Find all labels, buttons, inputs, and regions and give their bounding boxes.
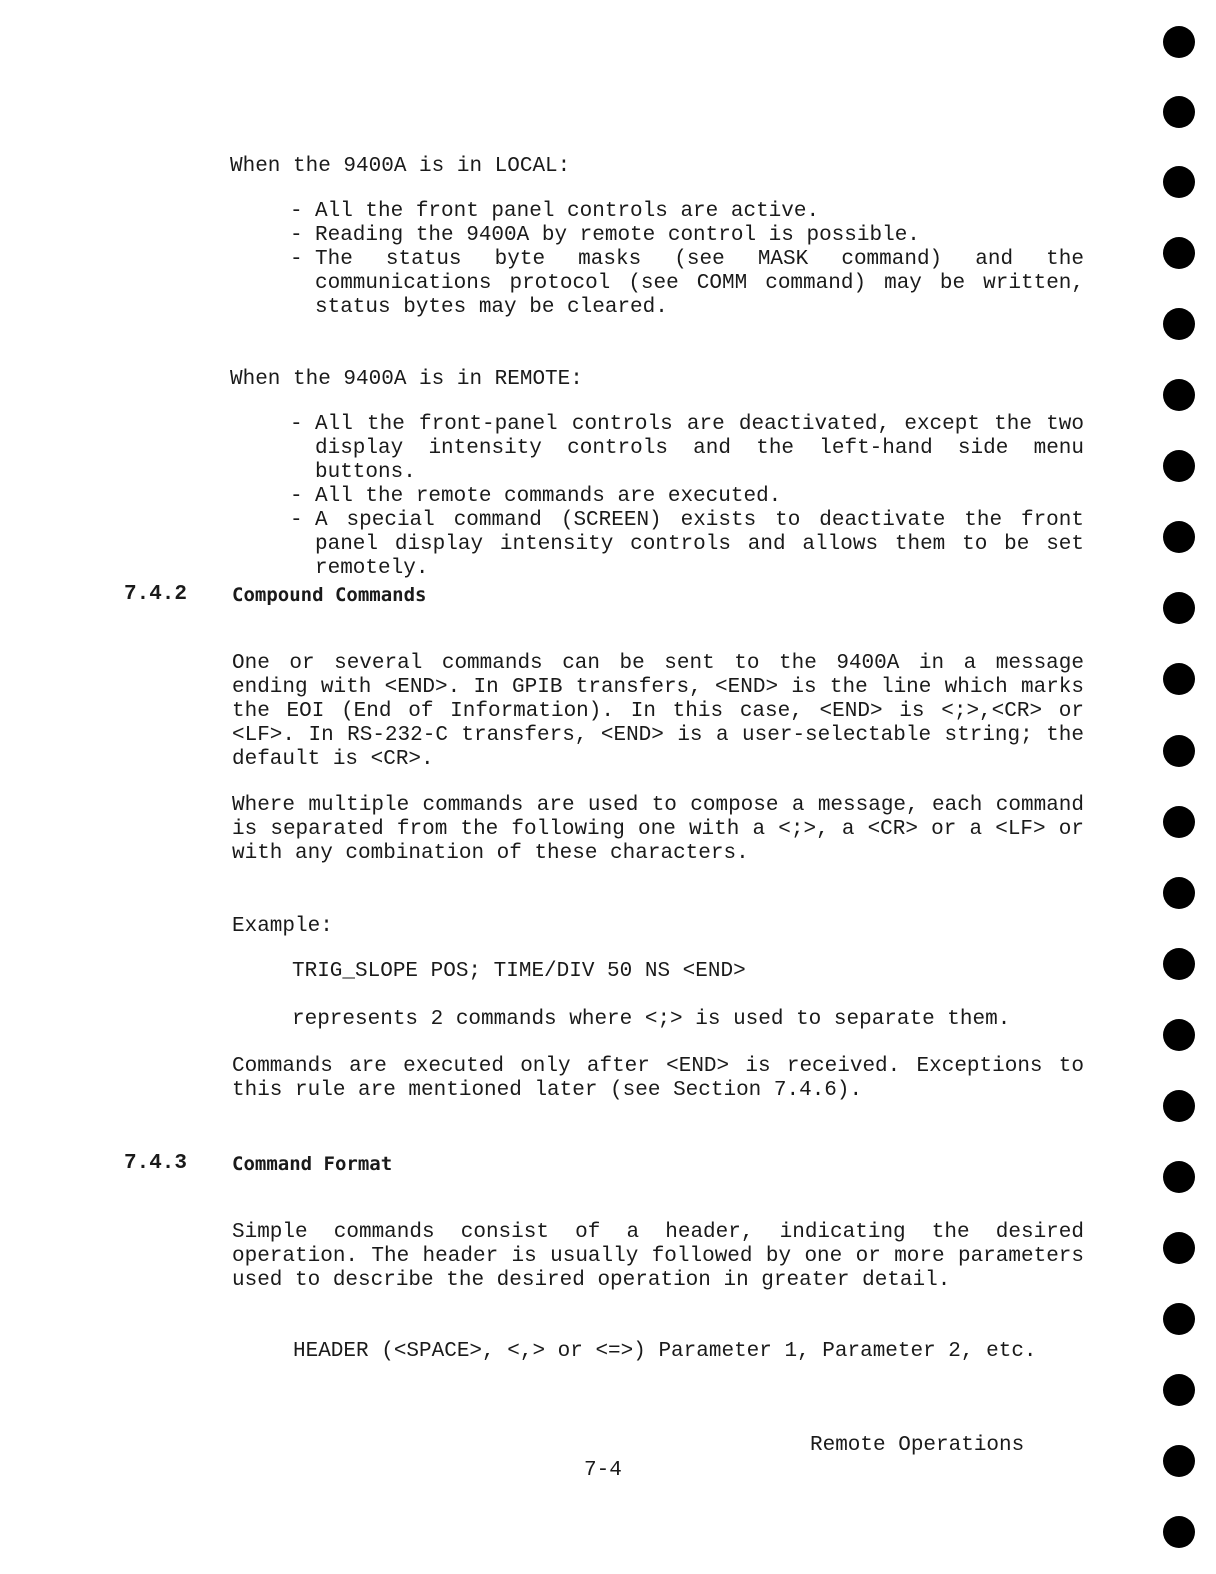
list-item: - All the front-panel controls are deactivated, except the two display intensity controls and the left-hand side menu buttons.: [290, 413, 1084, 485]
local-list: [290, 200, 1084, 320]
punch-hole: [1163, 96, 1195, 128]
paragraph: Simple commands consist of a header, indicating the desired operation. The header is usually followed by one or more parameters used to describe the desired operation in greater detail.: [232, 1221, 1084, 1292]
syntax-line: HEADER (<SPACE>, <,> or <=>) Parameter 1, Parameter 2, etc.: [293, 1340, 1037, 1363]
paragraph: Commands are executed only after <END> is received. Exceptions to this rule are mentioned later (see Section 7.4.6).: [232, 1055, 1084, 1102]
punch-hole: [1163, 450, 1195, 482]
punch-hole: [1163, 948, 1195, 980]
list-item: - All the front panel controls are active.: [290, 200, 1084, 224]
remote-heading: When the 9400A is in REMOTE:: [230, 368, 583, 391]
local-heading: When the 9400A is in LOCAL:: [230, 155, 571, 178]
footer-section-name: Remote Operations: [810, 1434, 1025, 1457]
list-item: - The status byte masks (see MASK command) and the communications protocol (see COMM command) may be written, status bytes may be cleared.: [290, 248, 1084, 320]
punch-hole: [1163, 1516, 1195, 1548]
punch-hole: [1163, 166, 1195, 198]
punch-hole: [1163, 735, 1195, 767]
punch-hole: [1163, 877, 1195, 909]
punch-hole: [1163, 1232, 1195, 1264]
punch-hole: [1163, 1303, 1195, 1335]
punch-hole: [1163, 26, 1195, 58]
section-number: 7.4.2: [124, 583, 188, 606]
paragraph: One or several commands can be sent to the 9400A in a message ending with <END>. In GPIB transfers, <END> is the line which marks the EOI (End of Information). In this case, <END> is <;>,<CR> or <LF>. In RS-232-C transfers, <END> is a user-selectable string; the default is <CR>.: [232, 652, 1084, 771]
punch-hole: [1163, 308, 1195, 340]
punch-hole: [1163, 1374, 1195, 1406]
page-number: 7-4: [584, 1459, 622, 1482]
section-number: 7.4.3: [124, 1152, 188, 1175]
section-title: Command Format: [232, 1153, 393, 1175]
example-code: TRIG_SLOPE POS; TIME/DIV 50 NS <END>: [292, 960, 746, 983]
example-label: Example:: [232, 915, 333, 938]
punch-hole: [1163, 592, 1195, 624]
paragraph: Where multiple commands are used to compose a message, each command is separated from the following one with a <;>, a <CR> or a <LF> or with any combination of these characters.: [232, 794, 1084, 865]
list-item: - Reading the 9400A by remote control is possible.: [290, 224, 1084, 248]
punch-hole: [1163, 663, 1195, 695]
punch-hole: [1163, 1090, 1195, 1122]
punch-hole: [1163, 806, 1195, 838]
punch-hole: [1163, 379, 1195, 411]
punch-hole: [1163, 1445, 1195, 1477]
example-note: represents 2 commands where <;> is used to separate them.: [292, 1008, 1011, 1031]
punch-hole: [1163, 237, 1195, 269]
punch-hole: [1163, 1161, 1195, 1193]
remote-list: [290, 413, 1084, 581]
section-title: Compound Commands: [232, 584, 427, 606]
punch-hole: [1163, 1019, 1195, 1051]
list-item: - All the remote commands are executed.: [290, 485, 1084, 509]
punch-hole: [1163, 521, 1195, 553]
list-item: - A special command (SCREEN) exists to deactivate the front panel display intensity controls and allows them to be set remotely.: [290, 509, 1084, 581]
